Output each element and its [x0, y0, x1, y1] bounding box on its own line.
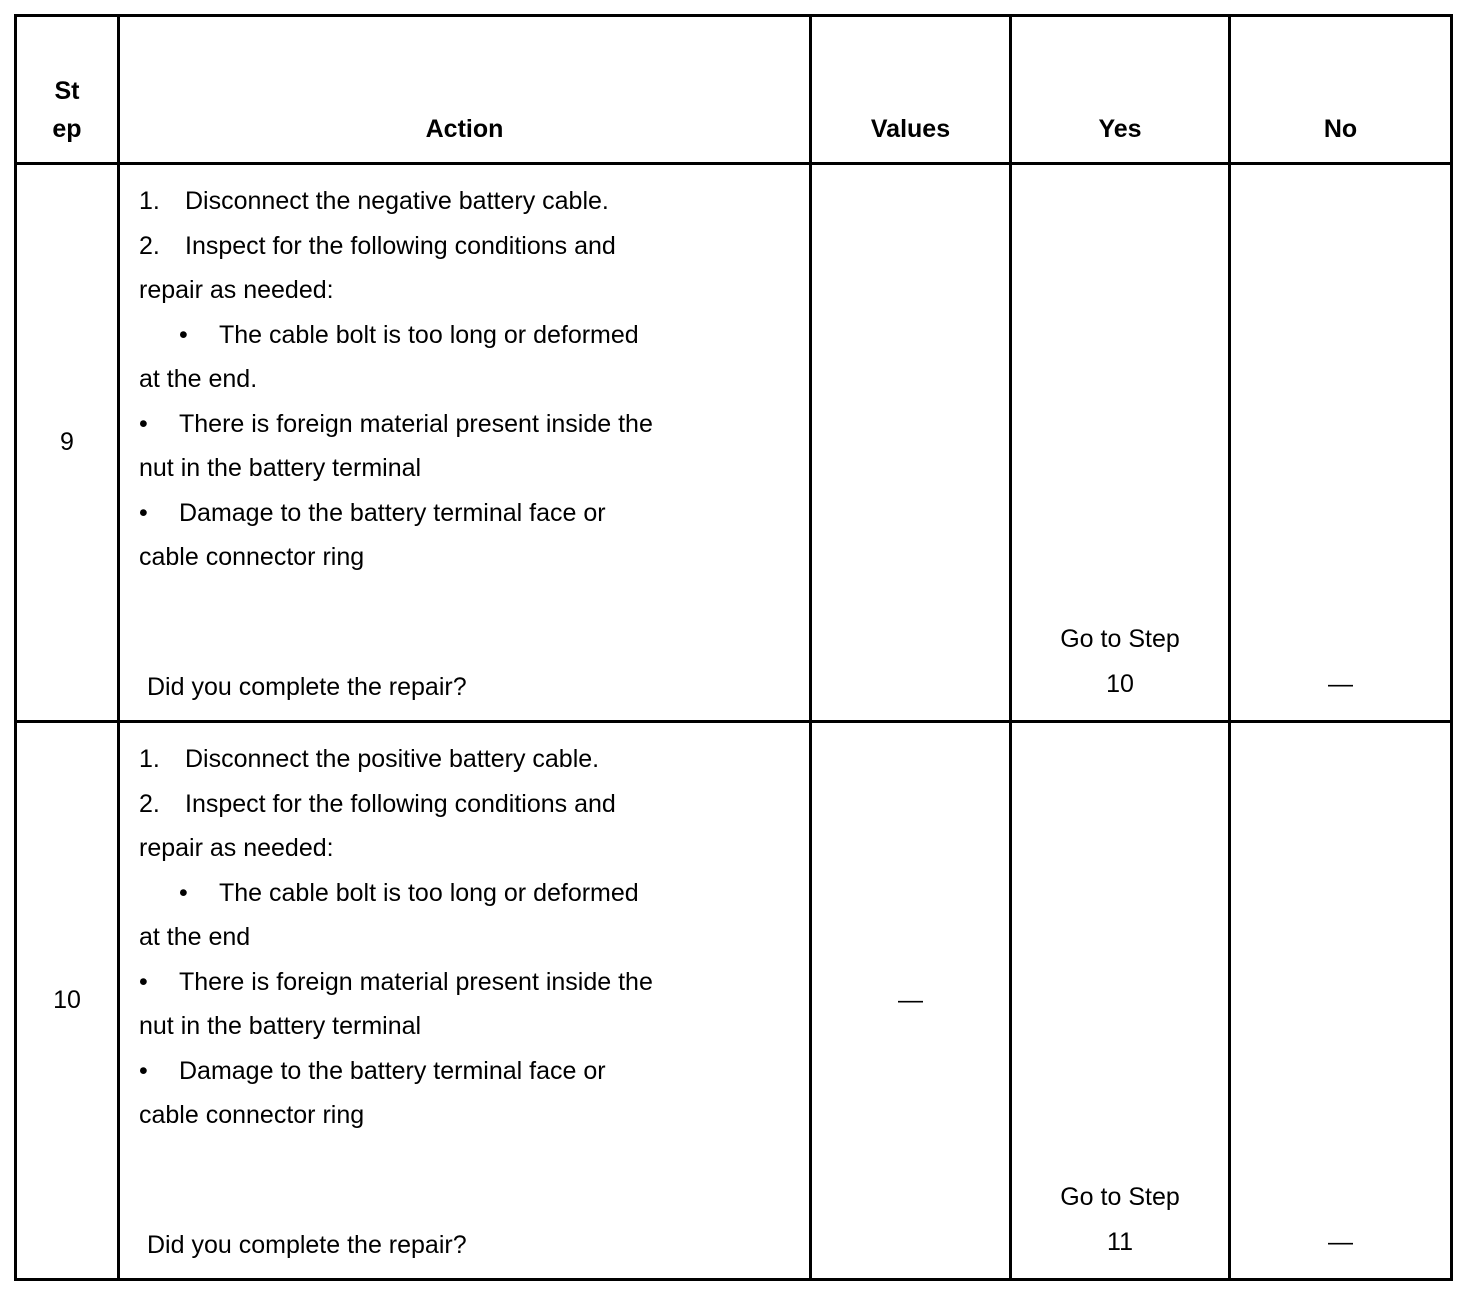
table-row	[16, 164, 1452, 722]
bullet-item: • There is foreign material present inside the	[139, 409, 653, 438]
no-cell: —	[1230, 722, 1452, 1280]
header-no: No	[1230, 16, 1452, 164]
action-item: 1. Disconnect the negative battery cable.	[139, 187, 609, 215]
table-row	[16, 722, 1452, 1280]
action-item: 1. Disconnect the positive battery cable.	[139, 745, 600, 773]
bullet-item: • Damage to the battery terminal face or	[139, 1056, 606, 1085]
question-text: Did you complete the repair?	[147, 1230, 467, 1259]
bullet-continuation: nut in the battery terminal	[139, 1012, 422, 1040]
action-item: 2. Inspect for the following conditions and	[139, 789, 616, 818]
diagnostic-table	[14, 14, 1453, 1281]
bullet-continuation: cable connector ring	[139, 543, 365, 571]
bullet-continuation: cable connector ring	[139, 1101, 365, 1129]
bullet-continuation: at the end.	[139, 365, 258, 393]
header-step-line2: ep	[52, 115, 82, 143]
bullet-continuation: at the end	[139, 923, 251, 951]
step-number: 10	[16, 722, 119, 1280]
bullet-item: • The cable bolt is too long or deformed	[179, 320, 639, 349]
header-values: Values	[811, 16, 1011, 164]
bullet-continuation: nut in the battery terminal	[139, 454, 422, 482]
action-item-continuation: repair as needed:	[139, 276, 334, 304]
no-cell: —	[1230, 164, 1452, 722]
yes-cell	[1011, 164, 1230, 722]
bullet-item: • There is foreign material present inside the	[139, 967, 653, 996]
header-yes: Yes	[1011, 16, 1230, 164]
values-cell	[811, 164, 1011, 722]
header-step-line1: St	[54, 77, 80, 105]
step-number: 9	[16, 164, 119, 722]
bullet-item: • Damage to the battery terminal face or	[139, 498, 606, 527]
question-text: Did you complete the repair?	[147, 672, 467, 701]
action-cell	[119, 164, 811, 722]
values-cell: —	[811, 722, 1011, 1280]
header-step	[16, 16, 119, 164]
yes-goto-step: 11	[1107, 1227, 1133, 1256]
action-cell	[119, 722, 811, 1280]
header-action: Action	[119, 16, 811, 164]
action-item: 2. Inspect for the following conditions and	[139, 231, 616, 260]
header-row	[16, 16, 1452, 164]
yes-cell	[1011, 722, 1230, 1280]
yes-goto-step: 10	[1106, 669, 1134, 698]
yes-goto-label: Go to Step	[1060, 625, 1180, 653]
action-item-continuation: repair as needed:	[139, 834, 334, 862]
bullet-item: • The cable bolt is too long or deformed	[179, 878, 639, 907]
yes-goto-label: Go to Step	[1060, 1183, 1180, 1211]
